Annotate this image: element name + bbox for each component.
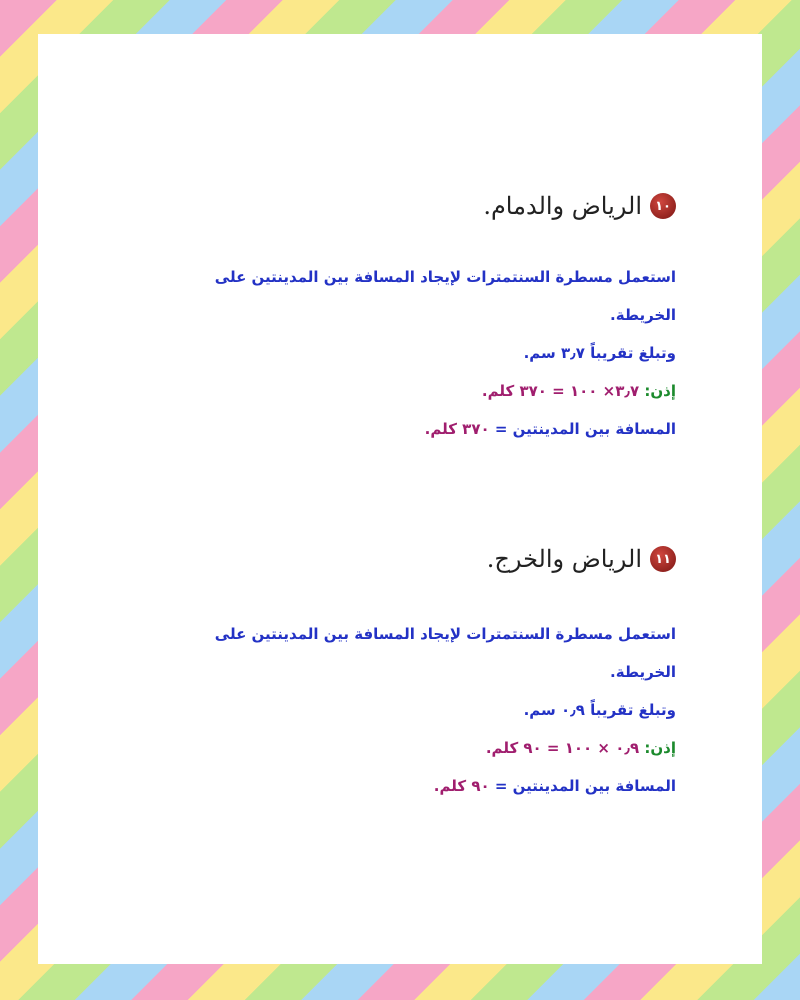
problem-title: الرياض والدمام.	[483, 192, 642, 220]
problem-11	[186, 539, 676, 805]
solution	[186, 258, 676, 448]
distance-line	[186, 410, 676, 448]
distance-label: المسافة بين المدينتين =	[489, 420, 676, 438]
page-card	[38, 34, 762, 964]
distance-value: ٩٠ كلم.	[433, 777, 490, 795]
distance-value: ٣٧٠ كلم.	[424, 420, 490, 438]
calculation: ٣٫٧× ١٠٠ =	[546, 382, 640, 400]
problem-10	[186, 186, 676, 448]
problem-number-badge: ١٠	[650, 193, 676, 219]
problem-heading	[186, 539, 676, 579]
solution	[186, 615, 676, 805]
problem-number-badge: ١١	[650, 546, 676, 572]
measure-text: وتبلغ تقريباً ٣٫٧ سم.	[523, 344, 676, 362]
problem-heading	[186, 186, 676, 226]
measure-text: وتبلغ تقريباً ٠٫٩ سم.	[523, 701, 676, 719]
calculation-result: ٣٧٠ كلم.	[481, 382, 547, 400]
calculation-line	[186, 729, 676, 767]
instruction-text: استعمل مسطرة السنتمترات لإيجاد المسافة بين المدينتين على الخريطة.	[214, 268, 676, 324]
calculation-result: ٩٠ كلم.	[485, 739, 542, 757]
then-label: إذن:	[644, 382, 676, 400]
calculation-line	[186, 372, 676, 410]
calculation: ٠٫٩ × ١٠٠ =	[541, 739, 640, 757]
then-label: إذن:	[644, 739, 676, 757]
instruction-text: استعمل مسطرة السنتمترات لإيجاد المسافة بين المدينتين على الخريطة.	[214, 625, 676, 681]
problem-title: الرياض والخرج.	[486, 545, 642, 573]
distance-label: المسافة بين المدينتين =	[489, 777, 676, 795]
distance-line	[186, 767, 676, 805]
